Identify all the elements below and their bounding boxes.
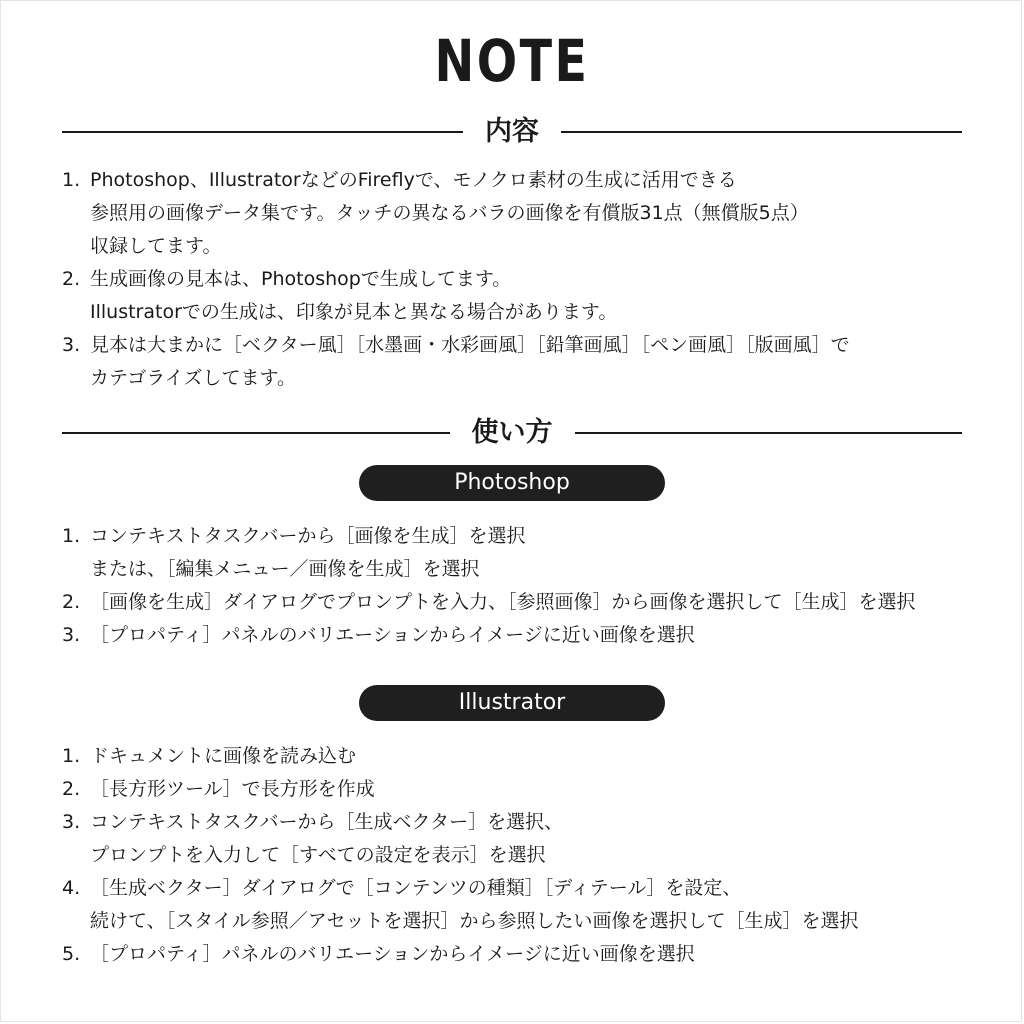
- list-item-text: [90, 164, 809, 263]
- list-item-number: 4.: [62, 877, 81, 899]
- list-item: [62, 806, 972, 872]
- list-item-line: または、［編集メニュー／画像を生成］を選択: [90, 558, 480, 580]
- divider-right: [575, 432, 963, 434]
- divider-right: [561, 131, 962, 133]
- list-item-number: 1.: [62, 745, 81, 767]
- photoshop-label-badge: Photoshop: [359, 465, 665, 501]
- list-item-line: Photoshop、IllustratorなどのFireflyで、モノクロ素材の生成に活用できる: [90, 169, 737, 191]
- list-item-number: 3.: [62, 334, 81, 356]
- list-item-line: 見本は大まかに［ベクター風］［水墨画・水彩画風］［鉛筆画風］［ペン画風］［版画風］で: [90, 334, 850, 356]
- page-title: NOTE: [434, 27, 590, 95]
- list-item-text: [90, 740, 356, 773]
- note-list: [62, 164, 972, 395]
- list-item-text: [90, 872, 859, 938]
- list-item-number: 3.: [62, 811, 81, 833]
- list-item-text: [90, 520, 525, 586]
- list-item: [62, 263, 972, 329]
- list-item-line: カテゴライズしてます。: [90, 367, 296, 389]
- list-item-text: [90, 329, 850, 395]
- list-item-number: 1.: [62, 525, 81, 547]
- list-item: [62, 773, 972, 806]
- list-item-line: コンテキストタスクバーから［画像を生成］を選択: [90, 525, 526, 547]
- list-item: [62, 619, 972, 652]
- list-item-line: 続けて、［スタイル参照／アセットを選択］から参照したい画像を選択して［生成］を選択: [90, 910, 859, 932]
- list-item-line: ［長方形ツール］で長方形を作成: [90, 778, 375, 800]
- list-item-line: Illustratorでの生成は、印象が見本と異なる場合があります。: [90, 301, 618, 323]
- illustrator-steps-list: [62, 740, 972, 971]
- list-item-text: [90, 619, 695, 652]
- list-item-text: [90, 773, 375, 806]
- note-section-header: [62, 112, 962, 152]
- list-item-line: ［生成ベクター］ダイアログで［コンテンツの種類］［ディテール］を設定、: [90, 877, 742, 899]
- list-item-number: 3.: [62, 624, 81, 646]
- list-item-line: 生成画像の見本は、Photoshopで生成してます。: [90, 268, 512, 290]
- list-item-line: ［プロパティ］パネルのバリエーションからイメージに近い画像を選択: [90, 624, 695, 646]
- usage-section-heading: 使い方: [471, 417, 553, 448]
- list-item-line: ［画像を生成］ダイアログでプロンプトを入力、［参照画像］から画像を選択して［生成］を選択: [90, 591, 916, 613]
- list-item: [62, 329, 972, 395]
- photoshop-steps-list: [62, 520, 972, 652]
- list-item-number: 2.: [62, 778, 81, 800]
- list-item: [62, 938, 972, 971]
- list-item-line: 参照用の画像データ集です。タッチの異なるバラの画像を有償版31点（無償版5点）: [90, 202, 809, 224]
- list-item: [62, 872, 972, 938]
- list-item-line: プロンプトを入力して［すべての設定を表示］を選択: [90, 844, 546, 866]
- list-item-number: 2.: [62, 591, 81, 613]
- list-item-text: [90, 263, 617, 329]
- usage-section-header: [62, 413, 962, 453]
- list-item-number: 2.: [62, 268, 81, 290]
- list-item-number: 1.: [62, 169, 81, 191]
- list-item-line: 収録してます。: [90, 235, 222, 257]
- list-item: [62, 520, 972, 586]
- illustrator-label-badge: Illustrator: [359, 685, 665, 721]
- list-item-number: 5.: [62, 943, 81, 965]
- divider-left: [62, 131, 463, 133]
- list-item-line: コンテキストタスクバーから［生成ベクター］を選択、: [90, 811, 564, 833]
- list-item: [62, 586, 972, 619]
- list-item: [62, 164, 972, 263]
- list-item-text: [90, 586, 916, 619]
- list-item-text: [90, 938, 695, 971]
- list-item-text: [90, 806, 563, 872]
- divider-left: [62, 432, 450, 434]
- list-item-line: ［プロパティ］パネルのバリエーションからイメージに近い画像を選択: [90, 943, 695, 965]
- list-item-line: ドキュメントに画像を読み込む: [90, 745, 357, 767]
- note-section-heading: 内容: [485, 116, 539, 147]
- list-item: [62, 740, 972, 773]
